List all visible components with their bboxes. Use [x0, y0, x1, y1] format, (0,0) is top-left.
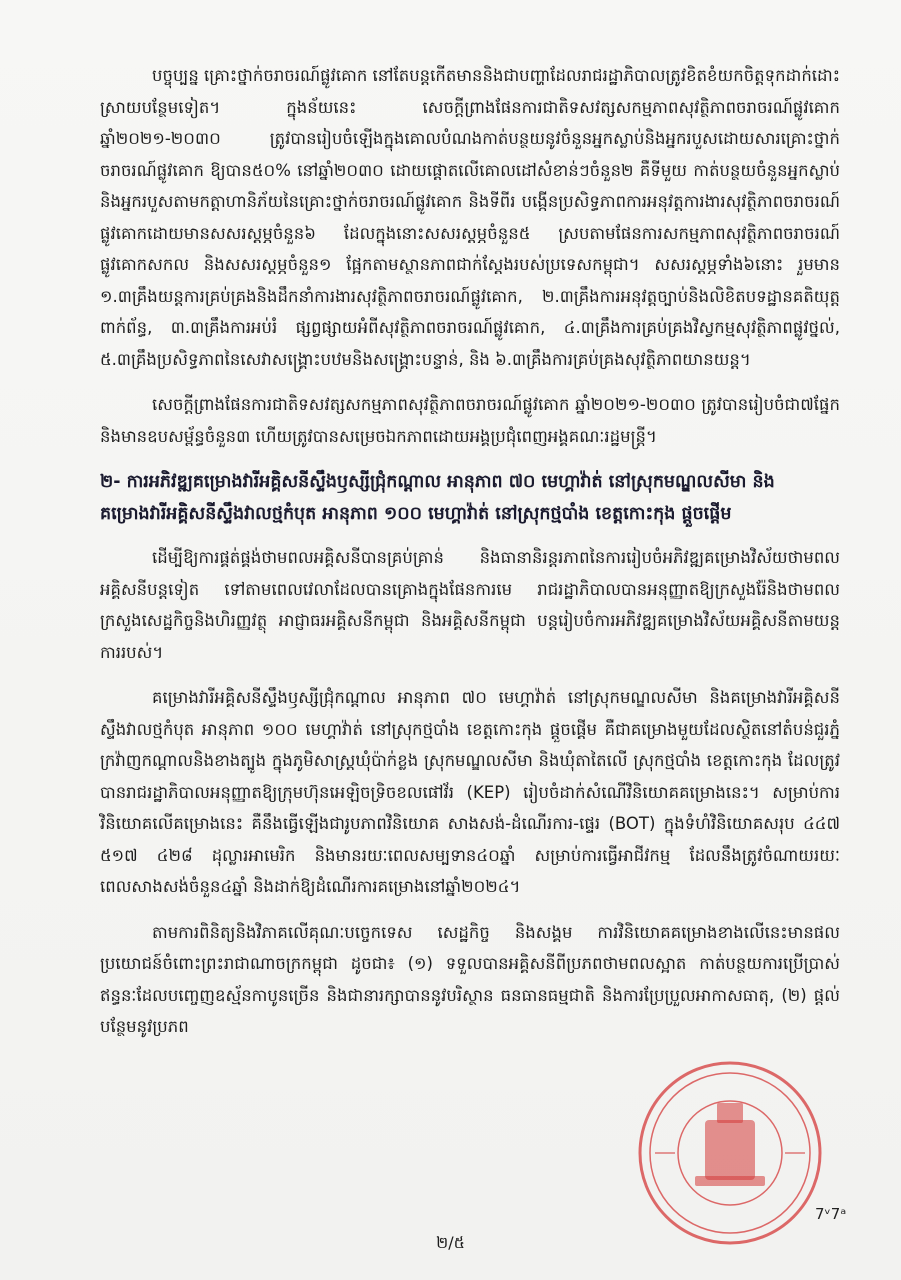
section-number: ២-: [100, 472, 121, 492]
paragraph-3: ដើម្បីឱ្យការផ្គត់ផ្គង់ថាមពលអគ្គិសនីបានគ្រប់គ្រាន់ និងធានានិរន្តរភាពនៃការរៀបចំអភិវឌ្ឍគម្រោងវិស័យថាមពលអគ្គិសនីបន្តទៀត ទៅតាមពេលវេលាដែលបានគ្រោងក្នុងផែនការមេ រាជរដ្ឋាភិបាលបានអនុញ្ញាតឱ្យក្រសួងរ៉ែនិងថាមពល ក្រសួងសេដ្ឋកិច្ចនិងហិរញ្ញវត្ថុ អាជ្ញាធរអគ្គិសនីកម្ពុជា និងអគ្គិសនីកម្ពុជា បន្តរៀបចំការអភិវឌ្ឍគម្រោងវិស័យអគ្គិសនីតាមយន្តការរបស់។: [100, 548, 840, 662]
page-number: ២/៥: [436, 1233, 465, 1252]
signature-mark: 7ᵛ7ᵃ: [815, 1205, 847, 1223]
paragraph-5: តាមការពិនិត្យនិងវិភាគលើគុណៈបច្ចេកទេស សេដ្ឋកិច្ច និងសង្គម ការវិនិយោគគម្រោងខាងលើនេះមានផលប្រយោជន៍ចំពោះព្រះរាជាណាចក្រកម្ពុជា ដូចជា៖ (១) ទទួលបានអគ្គិសនីពីប្រភពថាមពលស្អាត កាត់បន្ថយការប្រើប្រាស់ឥន្ធនៈដែលបញ្ចេញឧស្ម័នកាបូនច្រើន និងជានារក្សាបាននូវបរិស្ថាន ធនធានធម្មជាតិ និងការប្រែប្រួលអាកាសធាតុ, (២) ផ្តល់បន្ថែមនូវប្រភព: [100, 922, 840, 1036]
paragraph-2: សេចក្តីព្រាងផែនការជាតិទសវត្សសកម្មភាពសុវត្ថិភាពចរាចរណ៍ផ្លូវគោក ឆ្នាំ២០២១-២០៣០ ត្រូវបានរៀបចំជា៧ផ្នែក និងមានឧបសម្ព័ន្ធចំនួន៣ ហើយត្រូវបានសម្រេចឯកភាពដោយអង្គប្រជុំពេញអង្គគណៈរដ្ឋមន្ត្រី។: [100, 395, 840, 446]
section-heading: [100, 466, 840, 530]
paragraph-4: គម្រោងវារីអគ្គិសនីស្ទឹងឫស្សីជ្រុំកណ្តាល អានុភាព ៧០ មេហ្គាវ៉ាត់ នៅស្រុកមណ្ឌលសីមា និងគម្រោងវារីអគ្គិសនីស្ទឹងវាលថ្មកំបុត អានុភាព ១០០ មេហ្គាវ៉ាត់ នៅស្រុកថ្មបាំង ខេត្តកោះកុង ផ្តួចផ្តើម គឺជាគម្រោងមួយដែលស្ថិតនៅតំបន់ជួរភ្នំក្រវ៉ាញកណ្តាលនិងខាងត្បូង ក្នុងភូមិសាស្ត្រឃុំប៉ាក់ខ្លង ស្រុកមណ្ឌលសីមា និងឃុំតាតៃលើ ស្រុកថ្មបាំង ខេត្តកោះកុង ដែលត្រូវបានរាជរដ្ឋាភិបាលអនុញ្ញាតឱ្យក្រុមហ៊ុនអេឡិចទ្រិចខលផៅវ័រ (KEP) រៀបចំដាក់សំណើវិនិយោគគម្រោងនេះ។ សម្រាប់ការវិនិយោគលើគម្រោងនេះ គឺនឹងធ្វើឡើងជារូបភាពវិនិយោគ សាងសង់-ដំណើរការ-ផ្ទេរ (BOT) ក្នុងទំហំវិនិយោគសរុប ៤៤៧ ៥១៧ ៤២៨ ដុល្លារអាមេរិក និងមានរយៈពេលសម្បទាន៤០ឆ្នាំ សម្រាប់ការធ្វើអាជីវកម្ម ដែលនឹងត្រូវចំណាយរយៈពេលសាងសង់ចំនួន៤ឆ្នាំ និងដាក់ឱ្យដំណើរការគម្រោងនៅឆ្នាំ២០២៤។: [100, 688, 840, 896]
paragraph-1: បច្ចុប្បន្ន គ្រោះថ្នាក់ចរាចរណ៍ផ្លូវគោក នៅតែបន្តកើតមាននិងជាបញ្ហាដែលរាជរដ្ឋាភិបាលត្រូវខិតខំយកចិត្តទុកដាក់ដោះស្រាយបន្ថែមទៀត។ ក្នុងន័យនេះ សេចក្តីព្រាងផែនការជាតិទសវត្សសកម្មភាពសុវត្ថិភាពចរាចរណ៍ផ្លូវគោក ឆ្នាំ២០២១-២០៣០ ត្រូវបានរៀបចំឡើងក្នុងគោលបំណងកាត់បន្ថយនូវចំនួនអ្នកស្លាប់និងអ្នករបួសដោយសារគ្រោះថ្នាក់ចរាចរណ៍ផ្លូវគោក ឱ្យបាន៥០% នៅឆ្នាំ២០៣០ ដោយផ្តោតលើគោលដៅសំខាន់ៗចំនួន២ គឺទីមួយ កាត់បន្ថយចំនួនអ្នកស្លាប់និងអ្នករបួសតាមកត្តាហានិភ័យនៃគ្រោះថ្នាក់ចរាចរណ៍ផ្លូវគោក និងទីពីរ បង្កើនប្រសិទ្ធភាពការអនុវត្តការងារសុវត្ថិភាពចរាចរណ៍ផ្លូវគោកដោយមានសសរស្តម្ភចំនួន៦ ដែលក្នុងនោះសសរស្តម្ភចំនួន៥ ស្របតាមផែនការសកម្មភាពសុវត្ថិភាពចរាចរណ៍ផ្លូវគោកសកល និងសសរស្តម្ភចំនួន១ ផ្អែកតាមស្ថានភាពជាក់ស្តែងរបស់ប្រទេសកម្ពុជា។ សសរស្តម្ភទាំង៦នោះ រួមមាន ១.៣គ្រឹងយន្តការគ្រប់គ្រងនិងដឹកនាំការងារសុវត្ថិភាពចរាចរណ៍ផ្លូវគោក, ២.៣គ្រឹងការអនុវត្តច្បាប់និងលិខិតបទដ្ឋានគតិយុត្តពាក់ព័ន្ធ, ៣.៣គ្រឹងការអប់រំ ផ្សព្វផ្សាយអំពីសុវត្ថិភាពចរាចរណ៍ផ្លូវគោក, ៤.៣គ្រឹងការគ្រប់គ្រងវិស្វកម្មសុវត្ថិភាពផ្លូវថ្នល់, ៥.៣គ្រឹងប្រសិទ្ធភាពនៃសេវាសង្គ្រោះបឋមនិងសង្គ្រោះបន្ទាន់, និង ៦.៣គ្រឹងការគ្រប់គ្រងសុវត្ថិភាពយានយន្ត។: [100, 66, 840, 369]
section-title: ការអភិវឌ្ឍគម្រោងវារីអគ្គិសនីស្ទឹងឫស្សីជ្រុំកណ្តាល អានុភាព ៧០ មេហ្គាវ៉ាត់ នៅស្រុកមណ្ឌលសីមា និងគម្រោងវារីអគ្គិសនីស្ទឹងវាលថ្មកំបុត អានុភាព ១០០ មេហ្គាវ៉ាត់ នៅស្រុកថ្មបាំង ខេត្តកោះកុង ផ្តួចផ្តើម: [100, 472, 775, 524]
official-seal-stamp: [635, 1058, 825, 1248]
document-body: [100, 60, 840, 1057]
